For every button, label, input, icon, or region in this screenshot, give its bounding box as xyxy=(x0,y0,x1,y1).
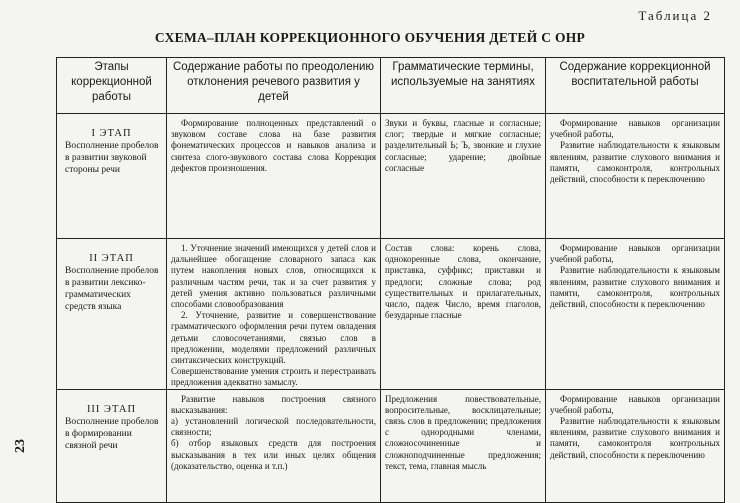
terms-cell xyxy=(381,239,546,390)
stage-cell xyxy=(57,389,167,502)
terms-text: Предложения повествовательные, вопросительные, восклицательные; связь слов в предложении; предложения с однородными членами, сложносочиненные и сложноподчиненные предложения; текст, тема, главная мысль xyxy=(385,393,541,471)
header-terms: Грамматические термины, используемые на занятиях xyxy=(381,58,546,114)
upbringing-paragraph: Формирование навыков организации учебной работы, xyxy=(550,243,720,265)
content-paragraph: Совершенствование умения строить и перестраивать предложения адекватно замыслу. xyxy=(171,366,376,388)
table-number: Таблица 2 xyxy=(638,8,712,23)
upbringing-cell xyxy=(546,239,725,390)
content-paragraph: 1. Уточнение значений имеющихся у детей слов и дальнейшее обогащение словарного запаса как путем накопления новых слов, относящихся к различным частям речи, так и за счет развития у детей умения активно пользоваться различными способами словообразования xyxy=(171,243,376,310)
content-paragraph: 2. Уточнение, развитие и совершенствование грамматического оформления речи путем овладения детьми словосочетаниями, связью слов в предложении, моделями предложений различных синтаксических конструкций. xyxy=(171,310,376,366)
content-paragraph: Развитие навыков построения связного высказывания: xyxy=(171,393,376,415)
upbringing-paragraph: Развитие наблюдательности к языковым явлениям, развитие слухового внимания и памяти, самоконтроля, контрольных действий, способности к переключению xyxy=(550,140,720,185)
stage-description: Восполнение пробелов в развитии лексико-грамматических средств языка xyxy=(65,266,159,312)
stage-description: Восполнение пробелов в формировании связной речи xyxy=(65,416,159,451)
content-paragraph: Формирование полноценных представлений о звуковом составе слова на базе развития фонематических процессов и навыков анализа и синтеза слого-звукового состава слова Коррекция дефектов произношения. xyxy=(171,118,376,173)
upbringing-paragraph: Формирование навыков организации учебной работы, xyxy=(550,393,720,415)
terms-cell xyxy=(381,389,546,502)
stage-description: Восполнение пробелов в развитии звуковой стороны речи xyxy=(65,141,159,175)
upbringing-paragraph: Развитие наблюдательности к языковым явлениям, развитие слухового внимания и памяти, самоконтроля, контрольных действий, способности к переключению xyxy=(550,265,720,310)
correction-plan-table xyxy=(56,57,725,503)
content-paragraph: б) отбор языковых средств для построения высказывания в тех или иных целях общения (доказательство, оценка и т.п.) xyxy=(171,438,376,471)
stage-cell xyxy=(57,239,167,390)
stage-cell xyxy=(57,114,167,239)
stage-name: II ЭТАП xyxy=(89,253,134,264)
header-content: Содержание работы по преодолению отклонения речевого развития у детей xyxy=(167,58,381,114)
header-upbringing: Содержание коррекционной воспитательной работы xyxy=(546,58,725,114)
terms-text: Звуки и буквы, гласные и согласные; слог; твердые и мягкие согласные; разделительный Ь; Ъ, звонкие и глухие согласные; ударение; двойные согласные xyxy=(385,118,541,173)
upbringing-paragraph: Развитие наблюдательности к языковым явлениям, развитие слухового внимания и памяти, самоконтроля контрольных действий, способности к переключению xyxy=(550,416,720,460)
stage-name: I ЭТАП xyxy=(91,128,132,139)
table-header-row xyxy=(57,58,725,114)
content-cell xyxy=(167,239,381,390)
terms-text: Состав слова: корень слова, однокоренные слова, окончание, приставка, суффикс; приставки и предлоги; сложные слова; род существительных и прилагательных, число, падеж Число, время глаголов, безударные гласные xyxy=(385,243,541,321)
header-stages: Этапы коррекционной работы xyxy=(57,58,167,114)
table-row xyxy=(57,389,725,502)
upbringing-cell xyxy=(546,114,725,239)
table-row xyxy=(57,114,725,239)
stage-name: III ЭТАП xyxy=(86,403,137,415)
upbringing-cell xyxy=(546,389,725,502)
table-row xyxy=(57,239,725,390)
content-cell xyxy=(167,389,381,502)
upbringing-paragraph: Формирование навыков организации учебной работы, xyxy=(550,118,720,140)
content-paragraph: а) установлений логической последовательности, связности; xyxy=(171,416,376,438)
terms-cell xyxy=(381,114,546,239)
content-cell xyxy=(167,114,381,239)
page-number: 23 xyxy=(13,439,28,453)
page-title: СХЕМА–ПЛАН КОРРЕКЦИОННОГО ОБУЧЕНИЯ ДЕТЕЙ С ОНР xyxy=(154,30,586,45)
